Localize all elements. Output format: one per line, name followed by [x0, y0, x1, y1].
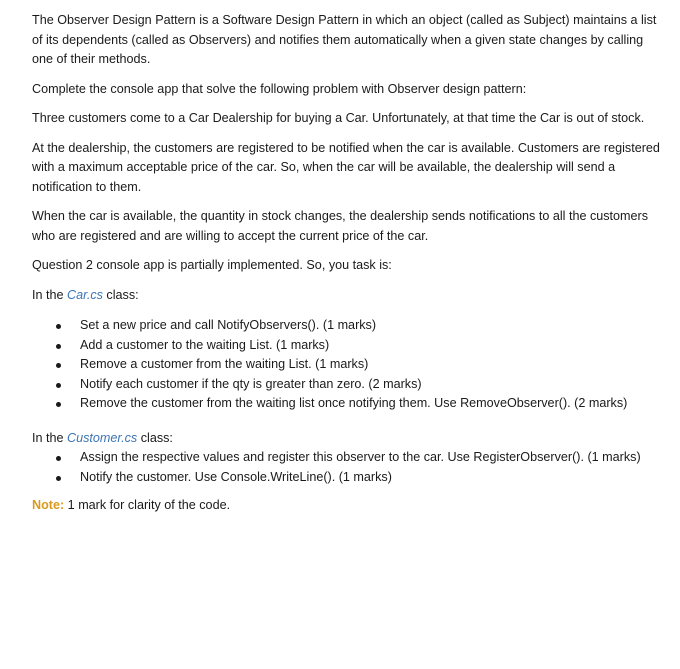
question-line: Question 2 console app is partially implemented. So, you task is:: [32, 258, 392, 272]
note-label: Note:: [32, 498, 65, 512]
task-statement: Complete the console app that solve the following problem with Observer design pattern:: [32, 81, 527, 96]
problem-paragraph-3: When the car is available, the quantity in stock changes, the dealership sends notifications to all the customers who are registered and are willing to accept the current price of the car.: [32, 209, 649, 243]
car-heading-suffix: class:: [102, 287, 139, 302]
list-item: [32, 394, 660, 414]
list-item: [32, 316, 660, 336]
car-task-text: Set a new price and call NotifyObservers(). (1 marks): [80, 318, 377, 332]
car-task-text: Remove a customer from the waiting List. (1 marks): [80, 357, 369, 371]
car-section-heading: [32, 286, 660, 306]
list-item: [32, 355, 660, 375]
bullet-icon: [56, 324, 61, 329]
bullet-icon: [56, 383, 61, 388]
customer-section-heading: [32, 429, 660, 449]
customer-class-name: Customer.cs: [67, 430, 138, 445]
note-line: [32, 496, 660, 516]
car-task-text: Add a customer to the waiting List. (1 marks): [80, 337, 330, 352]
bullet-icon: [56, 402, 61, 407]
document-body: [32, 11, 660, 516]
car-task-text: Notify each customer if the qty is greater than zero. (2 marks): [80, 376, 422, 391]
intro-paragraph: The Observer Design Pattern is a Software Design Pattern in which an object (called as Subject) maintains a list of its dependents (called as Observers) and notifies them automatically when a given state changes by calling one of their methods.: [32, 13, 657, 66]
customer-task-text: Notify the customer. Use Console.WriteLine(). (1 marks): [80, 469, 392, 484]
customer-task-text: Assign the respective values and register this observer to the car. Use RegisterObserver(). (1 marks): [80, 450, 641, 464]
customer-heading-suffix: class:: [137, 430, 173, 445]
customer-task-list: [32, 448, 660, 487]
list-item: [32, 448, 660, 468]
problem-paragraph-1: Three customers come to a Car Dealership for buying a Car. Unfortunately, at that time the Car is out of stock.: [32, 111, 645, 125]
car-task-text: Remove the customer from the waiting list once notifying them. Use RemoveObserver(). (2 marks): [80, 396, 628, 410]
car-heading-prefix: In the: [32, 287, 68, 302]
list-item: [32, 336, 660, 356]
list-item: [32, 375, 660, 395]
bullet-icon: [56, 344, 61, 349]
car-task-list: [32, 316, 660, 414]
bullet-icon: [56, 456, 61, 461]
bullet-icon: [56, 363, 61, 368]
customer-heading-prefix: In the: [32, 430, 68, 445]
note-text: 1 mark for clarity of the code.: [64, 498, 231, 512]
car-class-name: Car.cs: [67, 287, 103, 302]
problem-paragraph-2: At the dealership, the customers are registered to be notified when the car is available. Customers are registered with a maximum acceptable price of the car. So, when the car will be available, the dealership will send a notification to them.: [32, 140, 660, 194]
list-item: [32, 468, 660, 488]
bullet-icon: [56, 476, 61, 481]
